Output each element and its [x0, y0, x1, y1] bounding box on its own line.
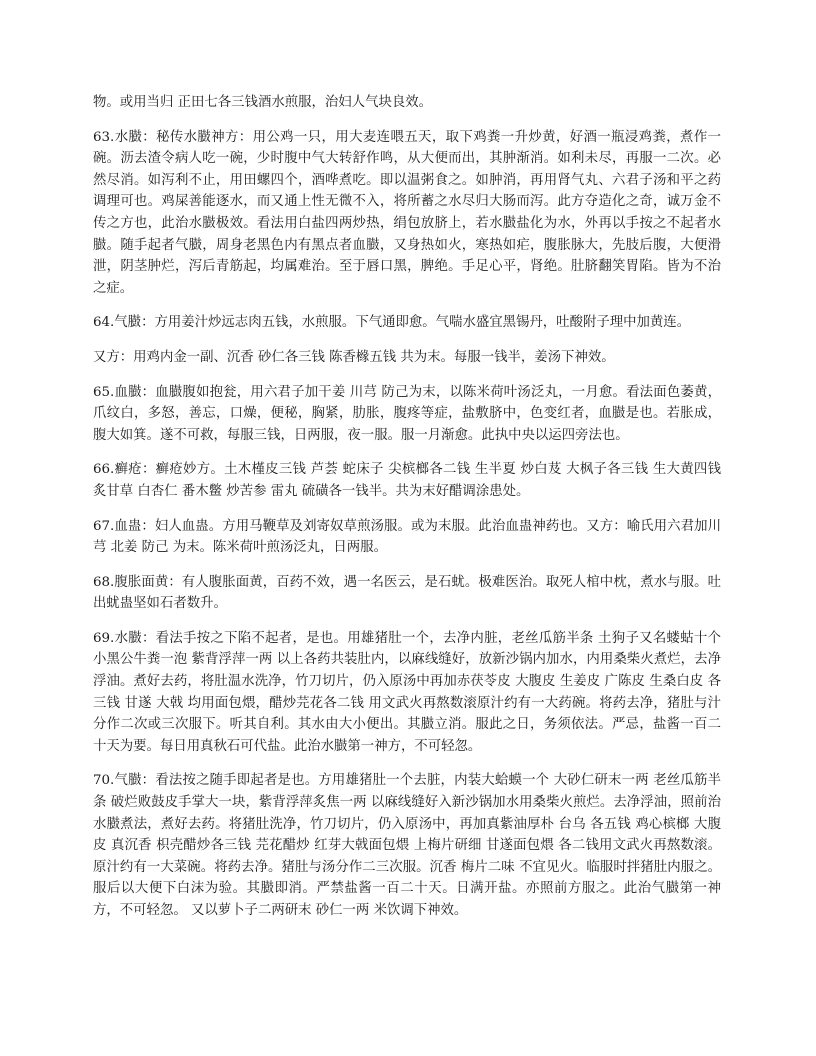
paragraph-64-alternate-formula: 又方：用鸡内金一副、沉香 砂仁各三钱 陈香橼五钱 共为末。每服一钱半，姜汤下神效。: [93, 349, 615, 365]
paragraph-65-blood-distension: 65.血臌：血臌腹如抱瓮，用六君子加干姜 川芎 防己为末，以陈米荷叶汤泛丸，一月愈。看法面色萎黄，爪纹白，多怒，善忘，口燥，便秘，胸紧，肋胀，腹疼等症，盐敷脐中，色变红者，血臌是也。若胀成，腹大如箕。遂不可救，每服三钱，日两服，夜一服。服一月渐愈。此执中央以运四旁法也。: [93, 384, 721, 443]
paragraph-gap: [93, 114, 721, 127]
paragraph-gap: [93, 369, 721, 382]
paragraph-gap: [93, 503, 721, 516]
paragraph-gap: [93, 446, 721, 459]
paragraph-63-water-distension: 63.水臌：秘传水臌神方：用公鸡一只，用大麦连喂五天，取下鸡粪一升炒黄，好酒一瓶浸鸡粪，煮作一碗。沥去渣令病人吃一碗，少时腹中气大转舒作鸣，从大便而出，其肿渐消。如利未尽，再服一二次。必然尽消。如泻利不止，用田螺四个，酒哗煮吃。即以温粥食之。如肿消，再用肾气丸、六君子汤和平之药调理可也。鸡屎善能逐水，而又通上性无微不入，将所蓄之水尽归大肠而泻。此方夺造化之奇，诚万金不传之方也，此治水臌极效。看法用白盐四两炒热，绢包放脐上，若水臌盐化为水，外再以手按之不起者水臌。随手起者气臌，周身老黑色内有黑点者血臌，又身热如火，寒热如疟，腹胀脉大，先肢后腹，大便滑泄，阴茎肿烂，泻后青筋起，均属难治。至于唇口黑，脾绝。手足心平，肾绝。肚脐翻笑胃陷。皆为不治之症。: [93, 129, 721, 296]
paragraph-64-qi-distension: 64.气臌：方用姜汁炒远志肉五钱，水煎服。下气通即愈。气喘水盛宜黑锡丹，吐酸附子理中加黄连。: [93, 315, 691, 331]
paragraph-67-blood-gu: 67.血蛊：妇人血蛊。方用马鞭草及刘寄奴草煎汤服。或为末服。此治血蛊神药也。又方：喻氏用六君加川芎 北姜 防己 为末。陈米荷叶煎汤泛丸，日两服。: [93, 518, 721, 556]
paragraph-69-water-distension: 69.水臌：看法手按之下陷不起者，是也。用雄猪肚一个，去净内脏，老丝瓜筋半条 土狗子又名蝼蛄十个 小黑公牛粪一泡 紫背浮萍一两 以上各药共装肚内，以麻线缝好，放新沙锅内加水，内用桑柴火煮烂，去净浮油。煮好去药，将肚温水洗净，竹刀切片，仍入原汤中再加赤茯苓皮 大腹皮 生姜皮 广陈皮 生桑白皮 各三钱 甘遂 大戟 均用面包煨，醋炒芫花各二钱 用文武火再熬数滚原汁约有一大药碗。将药去净，猪肚与汁分作二次或三次服下。听其自利。其水由大小便出。其臌立消。服此之日，务须依法。严忌，盐酱一百二十天为要。每日用真秋石可代盐。此治水臌第一神方，不可轻忽。: [93, 630, 721, 754]
paragraph-continuation: 物。或用当归 正田七各三钱酒水煎服，治妇人气块良效。: [93, 95, 433, 110]
paragraph-66-ringworm: 66.癣疮：癣疮妙方。土木槿皮三钱 芦荟 蛇床子 尖槟榔各二钱 生半夏 炒白芨 大枫子各三钱 生大黄四钱 炙甘草 白杏仁 番木鳖 炒苦参 雷丸 硫磺各一钱半。共为末好醋调涂患处。: [93, 462, 721, 499]
paragraph-gap: [93, 334, 721, 347]
paragraph-gap: [93, 559, 721, 572]
paragraph-68-abdominal-swelling: 68.腹胀面黄：有人腹胀面黄，百药不效，遇一名医云，是石蚘。极难医治。取死人棺中枕，煮水与服。吐出蚘蛊坚如石者数升。: [93, 574, 721, 612]
paragraph-gap: [93, 757, 721, 770]
paragraph-70-qi-distension: 70.气臌：看法按之随手即起者是也。方用雄猪肚一个去脏，内装大蛤蟆一个 大砂仁研末一两 老丝瓜筋半条 破烂败鼓皮手掌大一块，紫背浮萍炙焦一两 以麻线缝好入新沙锅加水用桑柴火煎烂。去净浮油，照前治水臌煮法，煮好去药。将猪肚洗净，竹刀切片，仍入原汤中，再加真紫油厚朴 台乌 各五钱 鸡心槟榔 大腹皮 真沉香 枳壳醋炒各三钱 芫花醋炒 红芽大戟面包煨 上梅片研细 甘遂面包煨 各二钱用文武火再熬数滚。原汁约有一大菜碗。将药去净。猪肚与汤分作二三次服。沉香 梅片二味 不宜见火。临服时拌猪肚内服之。服后以大便下白沫为验。其臌即消。严禁盐酱一百二十天。日满开盐。亦照前方服之。此治气臌第一神方，不可轻忽。 又以萝卜子二两研末 砂仁一两 米饮调下神效。: [93, 773, 721, 918]
paragraph-gap: [93, 615, 721, 628]
paragraph-gap: [93, 299, 721, 312]
document-page: [93, 92, 721, 922]
